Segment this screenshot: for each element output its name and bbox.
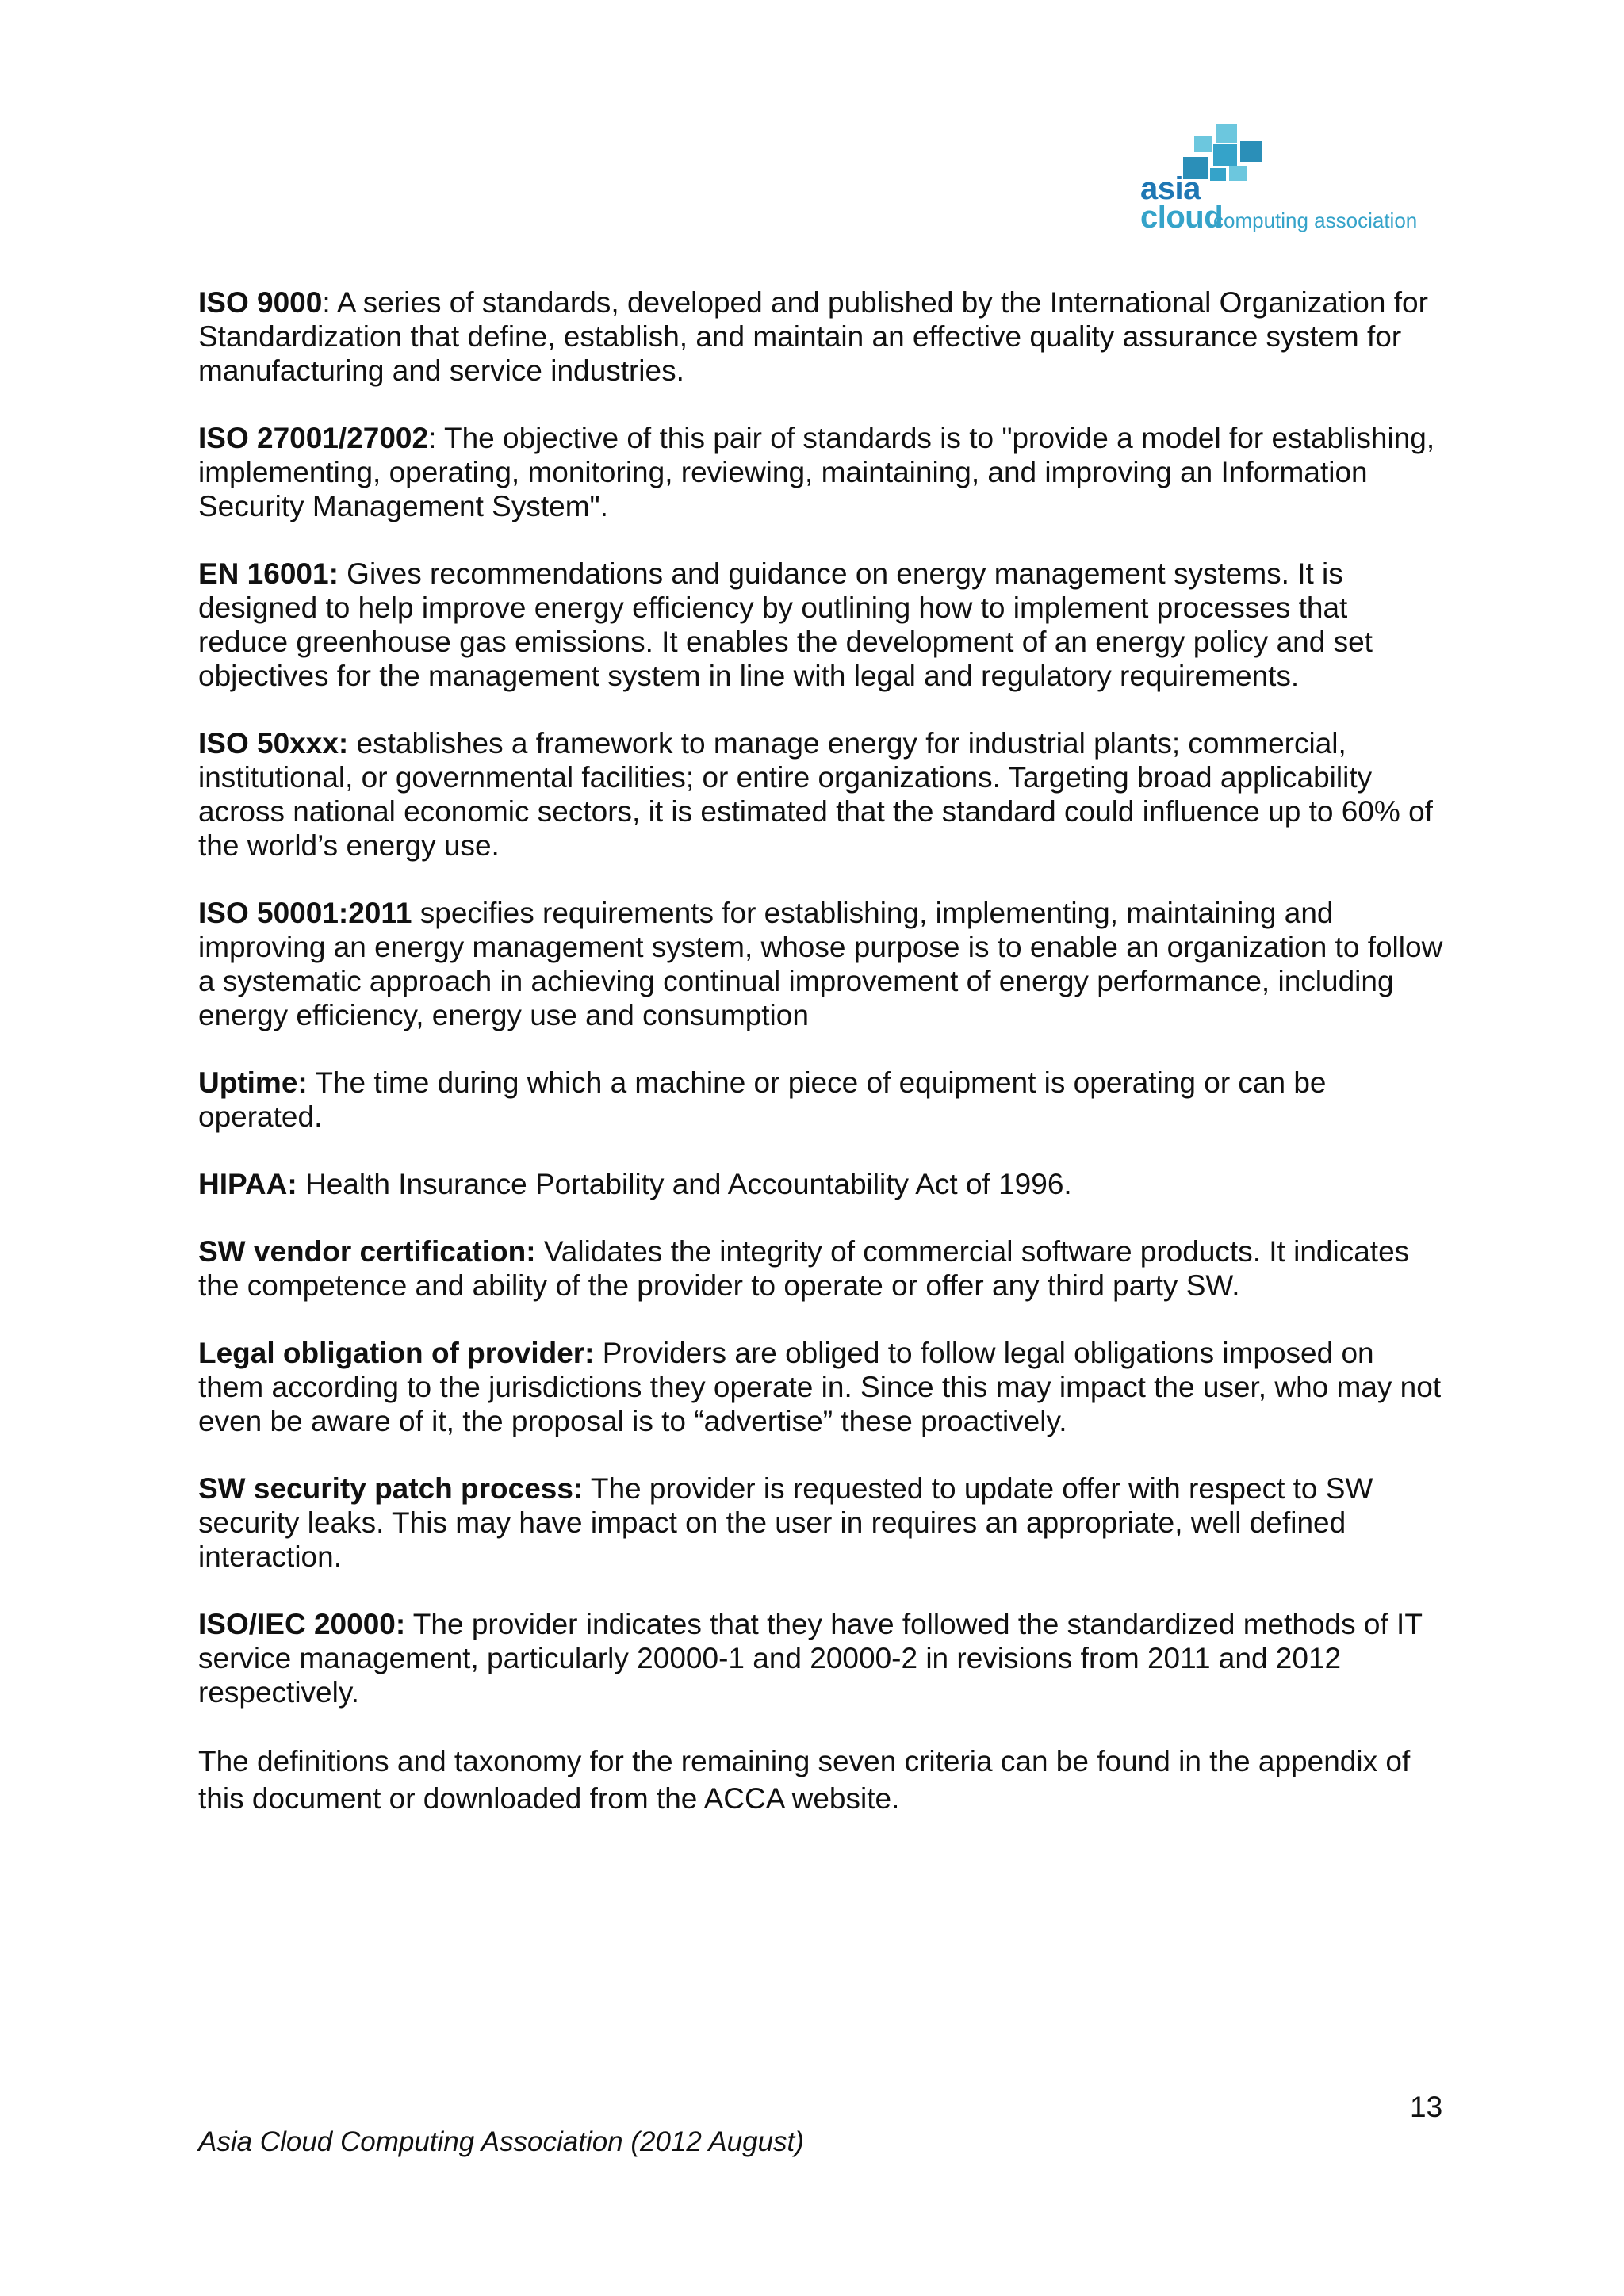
logo-word-computing-association: computing association (1213, 209, 1418, 232)
definition-text: The provider is requested to update offer with respect to SW security leaks. This may have impact on the user in requires an appropriate, well defined interaction. (198, 1472, 1373, 1573)
definition-legal-obligation (198, 1336, 1443, 1438)
definition-text: The time during which a machine or piece of equipment is operating or can be operated. (198, 1066, 1327, 1133)
definitions-list (198, 285, 1443, 1850)
definition-uptime (198, 1066, 1443, 1134)
definition-iso-50001 (198, 896, 1443, 1032)
definition-text: The provider indicates that they have followed the standardized methods of IT service management, particularly 20000-1 and 20000-2 in revisions from 2011 and 2012 respectively. (198, 1608, 1423, 1709)
definition-text: Validates the integrity of commercial software products. It indicates the competence and ability of the provider to operate or offer any third party SW. (198, 1235, 1410, 1302)
closing-paragraph: The definitions and taxonomy for the remaining seven criteria can be found in the appendix of this document or downloaded from the ACCA website. (198, 1745, 1411, 1815)
definition-en-16001 (198, 557, 1443, 693)
definition-term: ISO/IEC 20000: (198, 1608, 406, 1640)
definition-term: Uptime: (198, 1066, 308, 1099)
logo-word-cloud: cloud (1140, 200, 1224, 235)
definition-term: ISO 50001:2011 (198, 897, 412, 929)
definition-iso-9000 (198, 285, 1443, 388)
definition-text: : The objective of this pair of standards is to "provide a model for establishing, implementing, operating, monitoring, reviewing, maintaining, and improving an Information Security Management System". (198, 422, 1435, 522)
definition-text: : A series of standards, developed and published by the International Organization for Standardization that define, establish, and maintain an effective quality assurance system for manufacturing and service industries. (198, 286, 1428, 387)
definition-term: ISO 50xxx: (198, 727, 349, 760)
page-number: 13 (1410, 2091, 1443, 2123)
definition-term: SW security patch process: (198, 1472, 584, 1505)
definition-term: ISO 9000 (198, 286, 323, 319)
definition-text: Providers are obliged to follow legal obligations imposed on them according to the jurisdictions they operate in. Since this may impact the user, who may not even be aware of it, the proposal is to “advertise” these proactively. (198, 1337, 1442, 1437)
definition-term: Legal obligation of provider: (198, 1337, 595, 1369)
definition-sw-vendor-certification (198, 1234, 1443, 1303)
footer-note: Asia Cloud Computing Association (2012 August) (198, 2126, 804, 2157)
definition-term: ISO 27001/27002 (198, 422, 429, 454)
definition-term: SW vendor certification: (198, 1235, 536, 1268)
definition-text: Health Insurance Portability and Accountability Act of 1996. (297, 1168, 1072, 1200)
acca-logo (1134, 119, 1418, 238)
definition-text: Gives recommendations and guidance on energy management systems. It is designed to help improve energy efficiency by outlining how to implement processes that reduce greenhouse gas emissions. It enables the development of an energy policy and set objectives for the management system in line with legal and regulatory requirements. (198, 557, 1373, 692)
definition-text: establishes a framework to manage energy for industrial plants; commercial, institutional, or governmental facilities; or entire organizations. Targeting broad applicability across national economic sectors, it is estimated that the standard could influence up to 60% of the world’s energy use. (198, 727, 1433, 862)
definition-sw-security-patch (198, 1471, 1443, 1574)
logo-word-asia: asia (1140, 171, 1201, 206)
definition-iso-iec-20000 (198, 1607, 1443, 1709)
definition-iso-27001 (198, 421, 1443, 523)
definition-hipaa (198, 1167, 1443, 1201)
definition-term: HIPAA: (198, 1168, 297, 1200)
definition-text: specifies requirements for establishing, implementing, maintaining and improving an energy management system, whose purpose is to enable an organization to follow a systematic approach in achieving continual improvement of energy performance, including energy efficiency, energy use and consumption (198, 897, 1443, 1031)
definition-term: EN 16001: (198, 557, 339, 590)
definition-iso-50xxx (198, 726, 1443, 863)
